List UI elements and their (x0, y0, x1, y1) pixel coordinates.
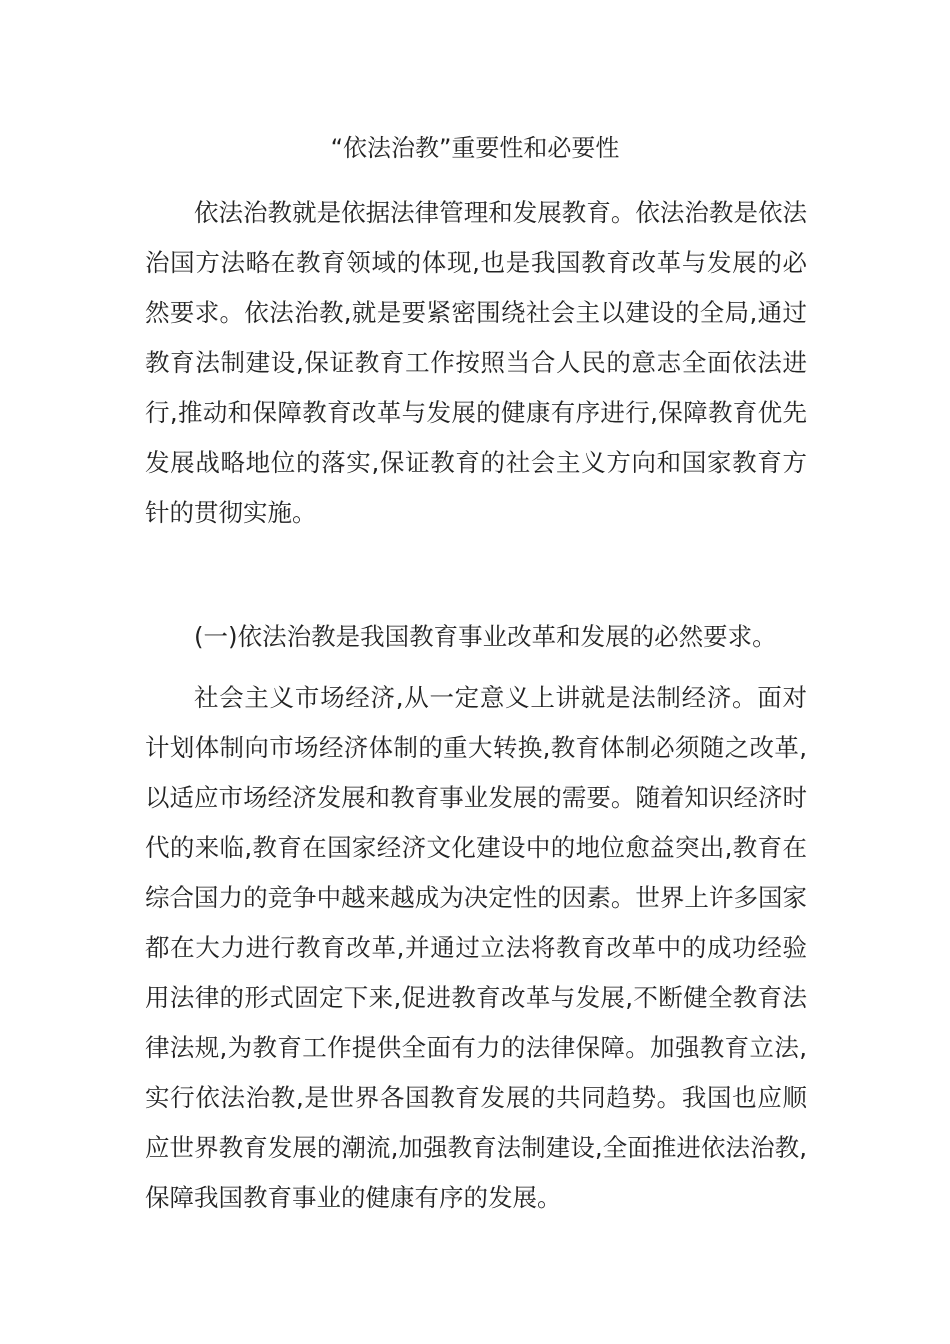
section-paragraph: 社会主义市场经济,从一定意义上讲就是法制经济。面对计划体制向市场经济体制的重大转换,教育体制必须随之改革,以适应市场经济发展和教育事业发展的需要。随着知识经济时代的来临,教育在国家经济文化建设中的地位愈益突出,教育在综合国力的竞争中越来越成为决定性的因素。世界上许多国家都在大力进行教育改革,并通过立法将教育改革中的成功经验用法律的形式固定下来,促进教育改革与发展,不断健全教育法律法规,为教育工作提供全面有力的法律保障。加强教育立法,实行依法治教,是世界各国教育发展的共同趋势。我国也应顺应世界教育发展的潮流,加强教育法制建设,全面推进依法治教,保障我国教育事业的健康有序的发展。 (145, 683, 807, 1212)
document-title: “依法治教”重要性和必要性 (330, 134, 620, 162)
intro-paragraph: 依法治教就是依据法律管理和发展教育。依法治教是依法治国方法略在教育领域的体现,也是我国教育改革与发展的必然要求。依法治教,就是要紧密围绕社会主以建设的全局,通过教育法制建设,保证教育工作按照当合人民的意志全面依法进行,推动和保障教育改革与发展的健康有序进行,保障教育优先发展战略地位的落实,保证教育的社会主义方向和国家教育方针的贯彻实施。 (145, 198, 807, 527)
section-heading: (一)依法治教是我国教育事业改革和发展的必然要求。 (194, 622, 777, 651)
